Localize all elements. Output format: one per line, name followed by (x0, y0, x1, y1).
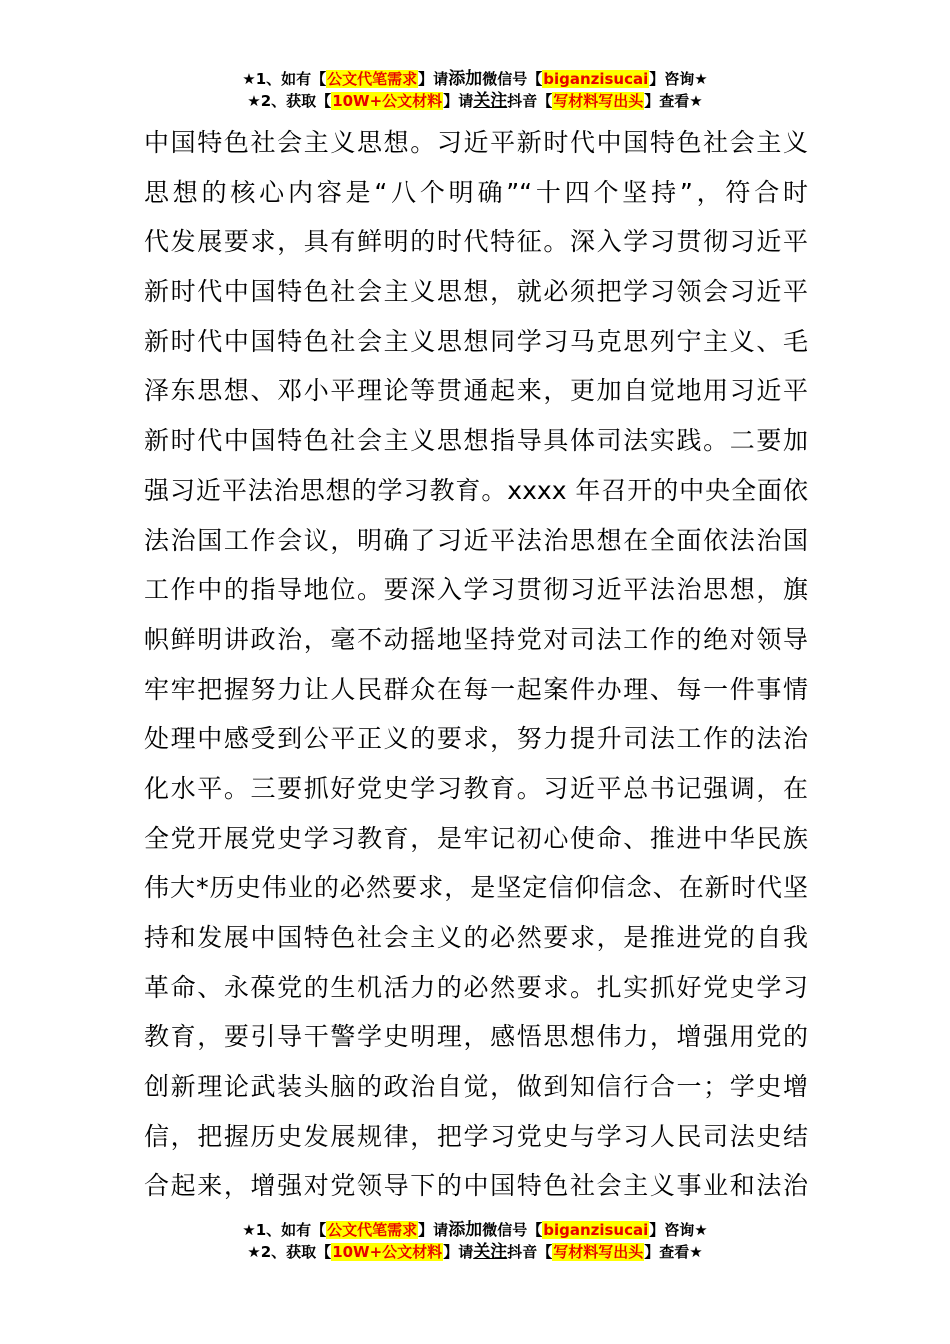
banner-line-1-prefix: ★1、如有【 (242, 1221, 327, 1239)
body-line: 法治国工作会议，明确了习近平法治思想在全面依法治国 (144, 525, 808, 555)
banner-line-2-suffix: 】查看★ (644, 92, 703, 110)
banner-line-2-prefix: ★2、获取【 (247, 92, 332, 110)
banner-line-1-prefix: ★1、如有【 (242, 70, 327, 88)
banner-highlight-wechat-id: biganzisucai (543, 1221, 649, 1239)
document-body (144, 118, 808, 1211)
body-line: 泽东思想、邓小平理论等贯通起来，更加自觉地用习近平 (144, 376, 808, 406)
body-line: 创新理论武装头脑的政治自觉，做到知信行合一；学史增 (144, 1072, 808, 1102)
banner-highlight-douyin-account: 写材料写出头 (553, 92, 644, 110)
banner-line-1 (0, 1219, 950, 1241)
footer-banner (0, 1219, 950, 1263)
body-line: 帜鲜明讲政治，毫不动摇地坚持党对司法工作的绝对领导 (144, 624, 808, 654)
banner-emphasis-follow: 关注 (473, 1242, 508, 1262)
banner-highlight-service: 公文代笔需求 (327, 70, 418, 88)
body-line: 持和发展中国特色社会主义的必然要求，是推进党的自我 (144, 923, 808, 952)
banner-line-1-suffix: 】咨询★ (649, 1221, 708, 1239)
banner-highlight-materials: 10W+公文材料 (332, 1243, 443, 1261)
body-line: 牢牢把握努力让人民群众在每一起案件办理、每一件事情 (144, 674, 808, 704)
banner-line-1-mid: 】请 (418, 1221, 449, 1239)
body-line: 思想的核心内容是“八个明确”“十四个坚持”，符合时 (144, 177, 808, 207)
body-line: 革命、永葆党的生机活力的必然要求。扎实抓好党史学习 (144, 972, 808, 1002)
banner-highlight-materials: 10W+公文材料 (332, 92, 443, 110)
banner-line-1-mid2: 微信号【 (482, 70, 543, 88)
body-line: 化水平。三要抓好党史学习教育。习近平总书记强调，在 (144, 773, 808, 803)
banner-line-1 (0, 68, 950, 90)
banner-line-2-prefix: ★2、获取【 (247, 1243, 332, 1261)
banner-highlight-douyin-account: 写材料写出头 (553, 1243, 644, 1261)
banner-highlight-wechat-id: biganzisucai (543, 70, 649, 88)
banner-line-2 (0, 1241, 950, 1263)
banner-line-2-mid2: 抖音【 (507, 1243, 553, 1261)
banner-emphasis-follow: 关注 (473, 91, 508, 111)
header-banner (0, 68, 950, 112)
banner-line-1-suffix: 】咨询★ (649, 70, 708, 88)
banner-line-1-mid: 】请 (418, 70, 449, 88)
body-line: 处理中感受到公平正义的要求，努力提升司法工作的法治 (144, 724, 808, 754)
banner-line-2-mid2: 抖音【 (507, 92, 553, 110)
banner-line-2-mid: 】请 (443, 92, 474, 110)
banner-line-2-mid: 】请 (443, 1243, 474, 1261)
body-line: 伟大*历史伟业的必然要求，是坚定信仰信念、在新时代坚 (144, 873, 808, 903)
banner-line-2-suffix: 】查看★ (644, 1243, 703, 1261)
banner-line-2 (0, 90, 950, 112)
banner-emphasis-add: 添加 (448, 1220, 483, 1240)
banner-emphasis-add: 添加 (448, 69, 483, 89)
body-line: 工作中的指导地位。要深入学习贯彻习近平法治思想，旗 (144, 575, 808, 605)
body-line: 中国特色社会主义思想。习近平新时代中国特色社会主义 (144, 128, 808, 157)
body-line: 信，把握历史发展规律，把学习党史与学习人民司法史结 (144, 1121, 808, 1151)
body-line: 强习近平法治思想的学习教育。xxxx 年召开的中央全面依 (144, 475, 808, 505)
body-line: 新时代中国特色社会主义思想，就必须把学习领会习近平 (144, 277, 808, 307)
body-line: 合起来，增强对党领导下的中国特色社会主义事业和法治 (144, 1171, 808, 1201)
body-line: 教育，要引导干警学史明理，感悟思想伟力，增强用党的 (144, 1022, 808, 1052)
body-line: 全党开展党史学习教育，是牢记初心使命、推进中华民族 (144, 823, 808, 853)
body-line: 新时代中国特色社会主义思想同学习马克思列宁主义、毛 (144, 326, 808, 356)
body-line: 新时代中国特色社会主义思想指导具体司法实践。二要加 (144, 426, 808, 456)
banner-line-1-mid2: 微信号【 (482, 1221, 543, 1239)
banner-highlight-service: 公文代笔需求 (327, 1221, 418, 1239)
body-line: 代发展要求，具有鲜明的时代特征。深入学习贯彻习近平 (144, 227, 808, 257)
